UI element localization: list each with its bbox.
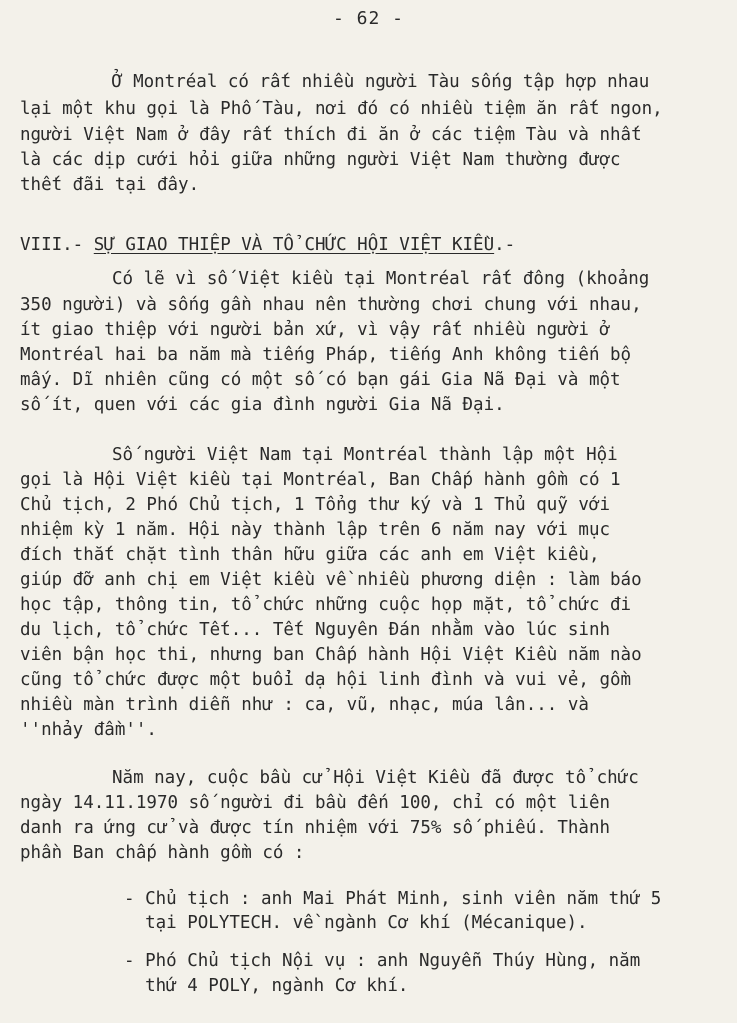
text-line: nhiều màn trình diễn như : ca, vũ, nhạc, múa lân... và <box>20 695 589 715</box>
text-line: đích thắt chặt tình thân hữu giữa các anh em Việt kiều, <box>20 545 600 565</box>
text-line: học tập, thông tin, tổ chức những cuộc họp mặt, tổ chức đi <box>20 595 632 615</box>
text-line: Montréal hai ba năm mà tiếng Pháp, tiếng Anh không tiến bộ <box>20 345 632 365</box>
section-title: SỰ GIAO THIỆP VÀ TỔ CHỨC HỘI VIỆT KIỀU <box>93 235 495 255</box>
text-line: số ít, quen với các gia đình người Gia Nã Đại. <box>20 395 505 415</box>
page-number: - 62 - <box>332 8 405 29</box>
text-line: du lịch, tổ chức Tết... Tết Nguyên Đán nhằm vào lúc sinh <box>20 620 611 640</box>
text-line: thết đãi tại đây. <box>20 175 200 195</box>
text-line: phần Ban chấp hành gồm có : <box>20 843 305 863</box>
text-line: thứ 4 POLY, ngành Cơ khí. <box>124 976 409 996</box>
text-line: lại một khu gọi là Phố Tàu, nơi đó có nhiều tiệm ăn rất ngon, <box>20 99 663 119</box>
text-line: là các dịp cưới hỏi giữa những người Việt Nam thường được <box>20 150 621 170</box>
text-line: Năm nay, cuộc bầu cử Hội Việt Kiều đã được tổ chức <box>112 768 639 788</box>
section-number: VIII.- <box>20 235 94 255</box>
text-line: - Phó Chủ tịch Nội vụ : anh Nguyễn Thúy Hùng, năm <box>124 951 641 971</box>
text-line: người Việt Nam ở đây rất thích đi ăn ở các tiệm Tàu và nhất <box>20 125 642 145</box>
section-heading <box>20 234 515 256</box>
text-line: cũng tổ chức được một buổi dạ hội linh đình và vui vẻ, gồm <box>20 670 632 690</box>
text-line: 350 người) và sống gần nhau nên thường chơi chung với nhau, <box>20 295 642 315</box>
text-line: Có lẽ vì số Việt kiều tại Montréal rất đông (khoảng <box>112 269 650 289</box>
text-line: nhiệm kỳ 1 năm. Hội này thành lập trên 6 năm nay với mục <box>20 520 611 540</box>
text-line: ''nhảy đầm''. <box>20 720 157 740</box>
text-line: giúp đỡ anh chị em Việt kiều về nhiều phương diện : làm báo <box>20 570 642 590</box>
text-line: gọi là Hội Việt kiều tại Montréal, Ban Chấp hành gồm có 1 <box>20 470 621 490</box>
section-suffix: .- <box>494 235 516 255</box>
text-line: danh ra ứng cử và được tín nhiệm với 75% số phiếu. Thành <box>20 818 611 838</box>
text-line: - Chủ tịch : anh Mai Phát Minh, sinh viên năm thứ 5 <box>124 889 662 909</box>
text-line: Ở Montréal có rất nhiều người Tàu sống tập hợp nhau <box>112 72 650 92</box>
text-line: Số người Việt Nam tại Montréal thành lập một Hội <box>112 445 618 465</box>
text-line: Chủ tịch, 2 Phó Chủ tịch, 1 Tổng thư ký và 1 Thủ quỹ với <box>20 495 611 515</box>
text-line: ít giao thiệp với người bản xứ, vì vậy rất nhiều người ở <box>20 320 611 340</box>
text-line: ngày 14.11.1970 số người đi bầu đến 100, chỉ có một liên <box>20 793 611 813</box>
text-line: mấy. Dĩ nhiên cũng có một số có bạn gái Gia Nã Đại và một <box>20 370 621 390</box>
text-line: tại POLYTECH. về ngành Cơ khí (Mécanique). <box>124 913 588 933</box>
text-line: viên bận học thi, nhưng ban Chấp hành Hội Việt Kiều năm nào <box>20 645 642 665</box>
